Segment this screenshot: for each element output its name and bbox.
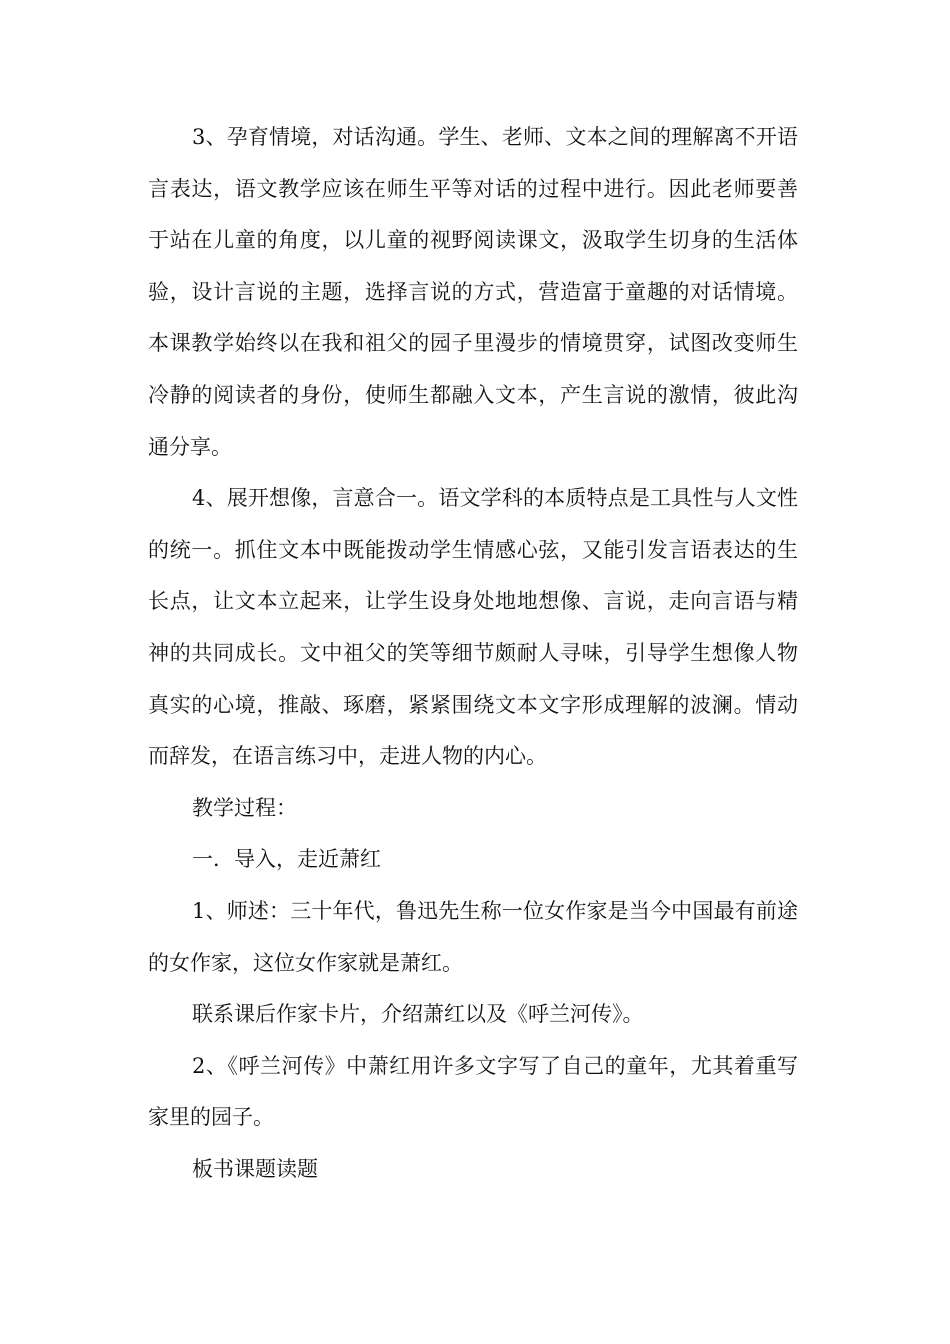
paragraph-teacher-narration: 1、师述：三十年代，鲁迅先生称一位女作家是当今中国最有前途的女作家，这位女作家就是萧红。	[148, 898, 798, 975]
section-heading-teaching-process: 教学过程：	[192, 795, 297, 820]
paragraph-imagination: 4、展开想像，言意合一。语文学科的本质特点是工具性与人文性的统一。抓住文本中既能拨动学生情感心弦，又能引发言语表达的生长点，让文本立起来，让学生设身处地地想像、言说，走向言语与精神的共同成长。文中祖父的笑等细节颇耐人寻味，引导学生想像人物真实的心境，推敲、琢磨，紧紧围绕文本文字形成理解的波澜。情动而辞发，在语言练习中，走进人物的内心。	[148, 486, 798, 769]
paragraph-hulan-river: 2、《呼兰河传》中萧红用许多文字写了自己的童年，尤其着重写家里的园子。	[148, 1053, 798, 1130]
section-heading-introduction: 一．导入，走近萧红	[192, 847, 381, 872]
paragraph-situation-dialogue: 3、孕育情境，对话沟通。学生、老师、文本之间的理解离不开语言表达，语文教学应该在师生平等对话的过程中进行。因此老师要善于站在儿童的角度，以儿童的视野阅读课文，汲取学生切身的生活体验，设计言说的主题，选择言说的方式，营造富于童趣的对话情境。本课教学始终以在我和祖父的园子里漫步的情境贯穿，试图改变师生冷静的阅读者的身份，使师生都融入文本，产生言说的激情，彼此沟通分享。	[148, 125, 798, 459]
paragraph-author-card: 联系课后作家卡片，介绍萧红以及《呼兰河传》。	[192, 1002, 644, 1027]
paragraph-board-title: 板书课题读题	[192, 1156, 318, 1181]
document-body	[148, 112, 798, 1195]
